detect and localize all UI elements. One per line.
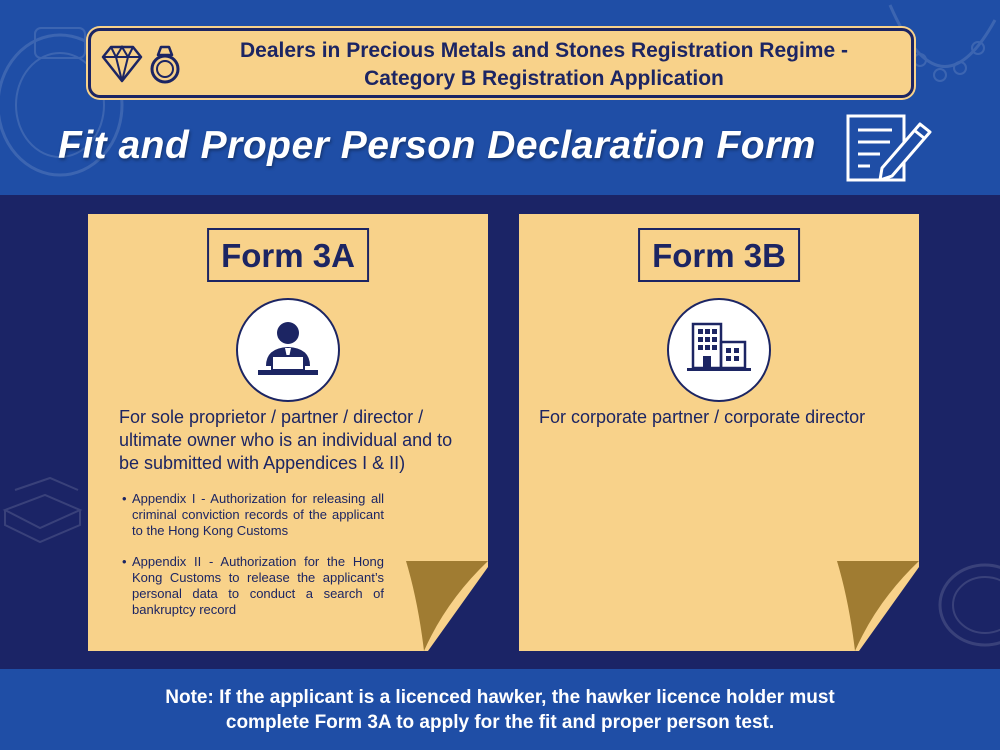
note-line-1: Note: If the applicant is a licenced hawker, the hawker licence holder must — [165, 687, 835, 708]
appendix-i-item: • Appendix I - Authorization for releasing all criminal conviction records of the applicant to the Hong Kong Customs — [122, 491, 384, 539]
form-3a-icon-circle — [236, 298, 340, 402]
regime-banner — [88, 28, 914, 98]
appendix-ii-item: • Appendix II - Authorization for the Hong Kong Customs to release the applicant’s personal data to conduct a search of bankruptcy record — [122, 554, 384, 618]
note-line-2: complete Form 3A to apply for the fit and proper person test. — [225, 712, 775, 733]
note-bar — [0, 669, 1000, 750]
banner-line-1: Dealers in Precious Metals and Stones Registration Regime - — [239, 39, 848, 62]
page-title: Fit and Proper Person Declaration Form — [58, 124, 816, 167]
banner-line-2: Category B Registration Application — [364, 67, 724, 90]
ring-icon — [152, 47, 178, 82]
banner-icons — [97, 41, 185, 87]
page-fold-corner — [837, 561, 919, 651]
gold-bars-sketch-decoration — [0, 470, 85, 560]
form-3a-description: For sole proprietor / partner / director / ultimate owner who is an individual and to be submitted with Appendices I & II) — [119, 407, 453, 473]
form-3a-card — [88, 214, 488, 651]
appendix-list — [122, 491, 384, 633]
page-fold-corner — [406, 561, 488, 651]
diamond-icon — [103, 47, 141, 81]
form-3b-label: Form 3B — [638, 228, 800, 282]
form-3b-card — [519, 214, 919, 651]
form-3b-icon-circle — [667, 298, 771, 402]
ring-sketch-decoration — [930, 555, 1000, 655]
document-pen-icon — [840, 110, 940, 185]
form-3b-description: For corporate partner / corporate director — [539, 407, 866, 427]
office-building-icon — [669, 300, 769, 400]
form-3a-label: Form 3A — [207, 228, 369, 282]
person-at-desk-icon — [238, 300, 338, 400]
